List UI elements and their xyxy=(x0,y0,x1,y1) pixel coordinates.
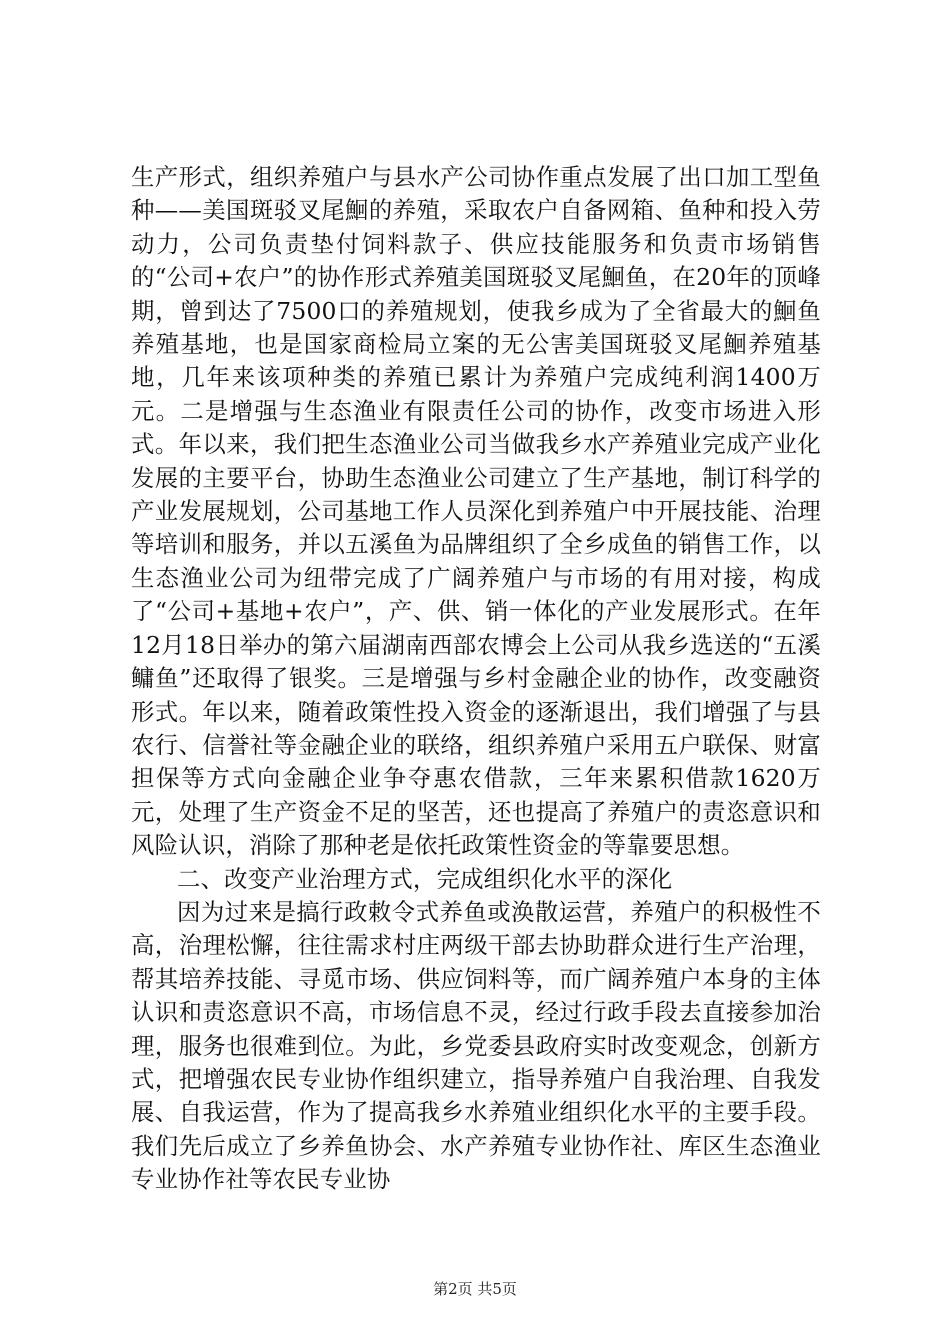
paragraph: 因为过来是搞行政敕令式养鱼或涣散运营，养殖户的积极性不高，治理松懈，往往需求村庄两级干部去协助群众进行生产治理，帮其培养技能、寻觅市场、供应饲料等，而广阔养殖户本身的主体认识和责恣意识不高，市场信息不灵，经过行政手段去直接参加治理，服务也很难到位。为此，乡党委县政府实时改变观念，创新方式，把增强农民专业协作组织建立，指导养殖户自我治理、自我发展、自我运营，作为了提高我乡水养殖业组织化水平的主要手段。我们先后成立了乡养鱼协会、水产养殖专业协作社、库区生态渔业专业协作社等农民专业协 xyxy=(131,897,821,1194)
page-footer xyxy=(0,1278,950,1299)
document-body xyxy=(131,161,821,1197)
page-number: 第2页 共5页 xyxy=(433,1280,517,1298)
paragraph-continuation: 生产形式，组织养殖户与县水产公司协作重点发展了出口加工型鱼种——美国斑驳叉尾鮰的养殖，采取农户自备网箱、鱼种和投入劳动力，公司负责垫付饲料款子、供应技能服务和负责市场销售的“公司+农户”的协作形式养殖美国斑驳叉尾鮰鱼，在20年的顶峰期，曾到达了7500口的养殖规划，使我乡成为了全省最大的鮰鱼养殖基地，也是国家商检局立案的无公害美国斑驳叉尾鮰养殖基地，几年来该项种类的养殖已累计为养殖户完成纯利润1400万元。二是增强与生态渔业有限责任公司的协作，改变市场进入形式。年以来，我们把生态渔业公司当做我乡水产养殖业完成产业化发展的主要平台，协助生态渔业公司建立了生产基地，制订科学的产业发展规划，公司基地工作人员深化到养殖户中开展技能、治理等培训和服务，并以五溪鱼为品牌组织了全乡成鱼的销售工作，以生态渔业公司为纽带完成了广阔养殖户与市场的有用对接，构成了“公司+基地+农户”，产、供、销一体化的产业发展形式。在年12月18日举办的第六届湖南西部农博会上公司从我乡选送的“五溪鳙鱼”还取得了银奖。三是增强与乡村金融企业的协作，改变融资形式。年以来，随着政策性投入资金的逐渐退出，我们增强了与县农行、信誉社等金融企业的联络，组织养殖户采用五户联保、财富担保等方式向金融企业争夺惠农借款，三年来累积借款1620万元，处理了生产资金不足的坚苦，还也提高了养殖户的责恣意识和风险认识，消除了那种老是依托政策性资金的等靠要思想。 xyxy=(131,163,821,860)
section-heading: 二、改变产业治理方式，完成组织化水平的深化 xyxy=(177,864,673,893)
